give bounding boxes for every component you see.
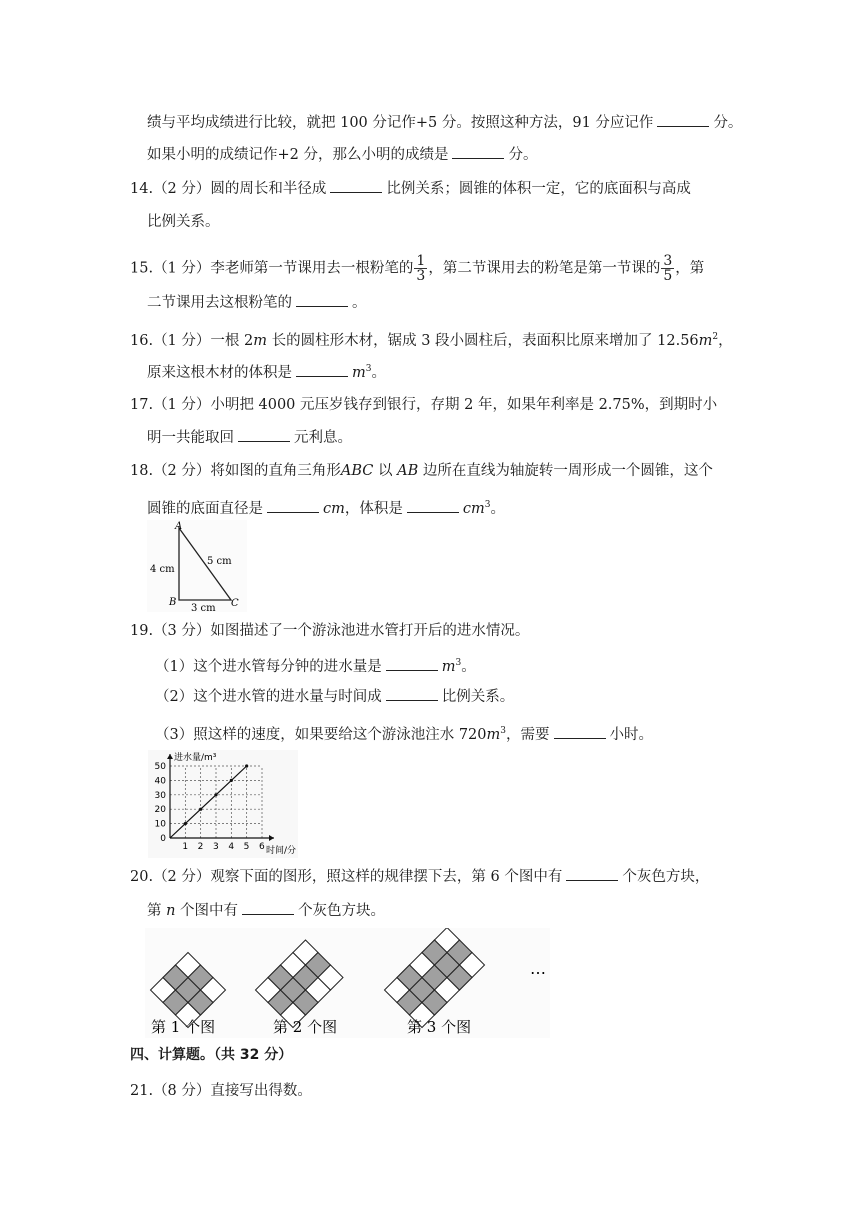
- y-tick-label: 30: [154, 790, 166, 801]
- question-14: 14.（2 分）圆的周长和半径成 比例关系；圆锥的体积一定，它的底面积与高成: [130, 178, 691, 200]
- pattern-figures: [145, 928, 550, 1038]
- pattern-label-2: 第 2 个图: [273, 1018, 338, 1036]
- fraction-one-third: $\frac{1}{3}$: [416, 253, 426, 284]
- question-17: 17.（1 分）小明把 4000 元压岁钱存到银行，存期 2 年，如果年利率是 2.75%，到期时小: [130, 397, 718, 413]
- question-20: 20.（2 分）观察下面的图形，照这样的规律摆下去，第 6 个图中有 个灰色方块，: [130, 866, 709, 888]
- answer-blank[interactable]: [566, 866, 618, 881]
- x-tick-label: 3: [213, 842, 219, 852]
- question-15: 15.（1 分）李老师第一节课用去一根粉笔的 $\frac{1}{3}$ ，第二节课用去的粉笔是第一节课的 $\frac{3}{5}$ ，第: [130, 253, 705, 284]
- pattern-label-1: 第 1 个图: [151, 1018, 216, 1036]
- y-tick-label: 40: [154, 776, 166, 787]
- answer-blank[interactable]: [554, 724, 606, 739]
- answer-blank[interactable]: [330, 178, 382, 193]
- answer-blank[interactable]: [386, 686, 438, 701]
- q14-line2: 比例关系。: [147, 214, 220, 230]
- section-heading: 四、计算题。（共 32 分）: [130, 1047, 293, 1063]
- y-tick-label: 10: [154, 819, 166, 830]
- answer-blank[interactable]: [242, 900, 294, 915]
- q19-part1: （1）这个进水管每分钟的进水量是 $m^3$。: [155, 652, 476, 678]
- question-number: 14.: [130, 181, 154, 197]
- vertex-a-label: A: [175, 521, 183, 532]
- vertex-b-label: B: [169, 597, 177, 608]
- answer-blank[interactable]: [296, 362, 348, 377]
- question-18: 18.（2 分）将如图的直角三角形ABC 以 AB 边所在直线为轴旋转一周形成一个圆锥，这个: [130, 463, 713, 479]
- q13-line1: 绩与平均成绩进行比较，就把 100 分记作+5 分。按照这种方法，91 分应记作 分。: [147, 112, 742, 134]
- side-bc-label: 3 cm: [191, 603, 216, 612]
- y-tick-label: 50: [154, 762, 166, 772]
- x-tick-label: 5: [243, 842, 250, 852]
- q20-line2: 第 n 个图中有 个灰色方块。: [147, 900, 385, 922]
- q17-line2: 明一共能取回 元利息。: [147, 427, 352, 449]
- question-21: 21.（8 分）直接写出得数。: [130, 1083, 312, 1099]
- answer-blank[interactable]: [657, 112, 709, 127]
- chart-x-axis-label: 时间/分: [266, 846, 297, 856]
- answer-blank[interactable]: [407, 498, 459, 513]
- side-ac-label: 5 cm: [207, 556, 232, 567]
- x-tick-label: 1: [182, 842, 189, 852]
- data-point: [230, 779, 233, 782]
- question-number: 15.: [130, 260, 154, 277]
- x-tick-label: 4: [228, 842, 235, 852]
- answer-blank[interactable]: [386, 656, 438, 671]
- fraction-three-fifths: $\frac{3}{5}$: [663, 253, 673, 284]
- data-point: [245, 764, 248, 767]
- answer-blank[interactable]: [267, 498, 319, 513]
- data-point: [184, 822, 187, 825]
- q15-line2: 二节课用去这根粉笔的 。: [147, 292, 367, 314]
- water-inflow-chart: [148, 750, 298, 858]
- question-number: 17.: [130, 397, 154, 413]
- q18-line2: 圆锥的底面直径是 cm，体积是 $cm^3$。: [147, 494, 505, 520]
- vertex-c-label: C: [231, 598, 239, 609]
- q13-line2: 如果小明的成绩记作+2 分，那么小明的成绩是 分。: [147, 144, 537, 166]
- ellipsis: …: [530, 959, 546, 978]
- x-tick-label: 6: [259, 842, 265, 852]
- x-tick-label: 2: [197, 842, 204, 852]
- q19-part3: （3）照这样的速度，如果要给这个游泳池注水 $720m^3$，需要 小时。: [155, 720, 653, 746]
- question-number: 21.: [130, 1083, 154, 1099]
- question-19: 19.（3 分）如图描述了一个游泳池进水管打开后的进水情况。: [130, 623, 530, 639]
- side-ab-label: 4 cm: [150, 564, 175, 575]
- answer-blank[interactable]: [238, 427, 290, 442]
- pattern-label-3: 第 3 个图: [407, 1018, 472, 1036]
- question-number: 20.: [130, 869, 154, 885]
- answer-blank[interactable]: [452, 144, 504, 159]
- right-triangle-figure: [147, 520, 247, 612]
- y-tick-label: 20: [154, 805, 166, 816]
- q19-part2: （2）这个进水管的进水量与时间成 比例关系。: [155, 686, 514, 708]
- question-number: 18.: [130, 463, 154, 479]
- question-16: 16.（1 分）一根 2m 长的圆柱形木材，锯成 3 段小圆柱后，表面积比原来增加了 $12.56m^2$，: [130, 332, 733, 349]
- question-number: 16.: [130, 332, 154, 349]
- data-point: [214, 793, 217, 796]
- data-point: [199, 808, 202, 811]
- y-tick-label: 0: [160, 834, 166, 844]
- q16-line2: 原来这根木材的体积是 $m^3$。: [147, 358, 386, 384]
- answer-blank[interactable]: [296, 292, 348, 307]
- chart-y-axis-label: 进水量/m³: [174, 753, 217, 763]
- question-number: 19.: [130, 623, 154, 639]
